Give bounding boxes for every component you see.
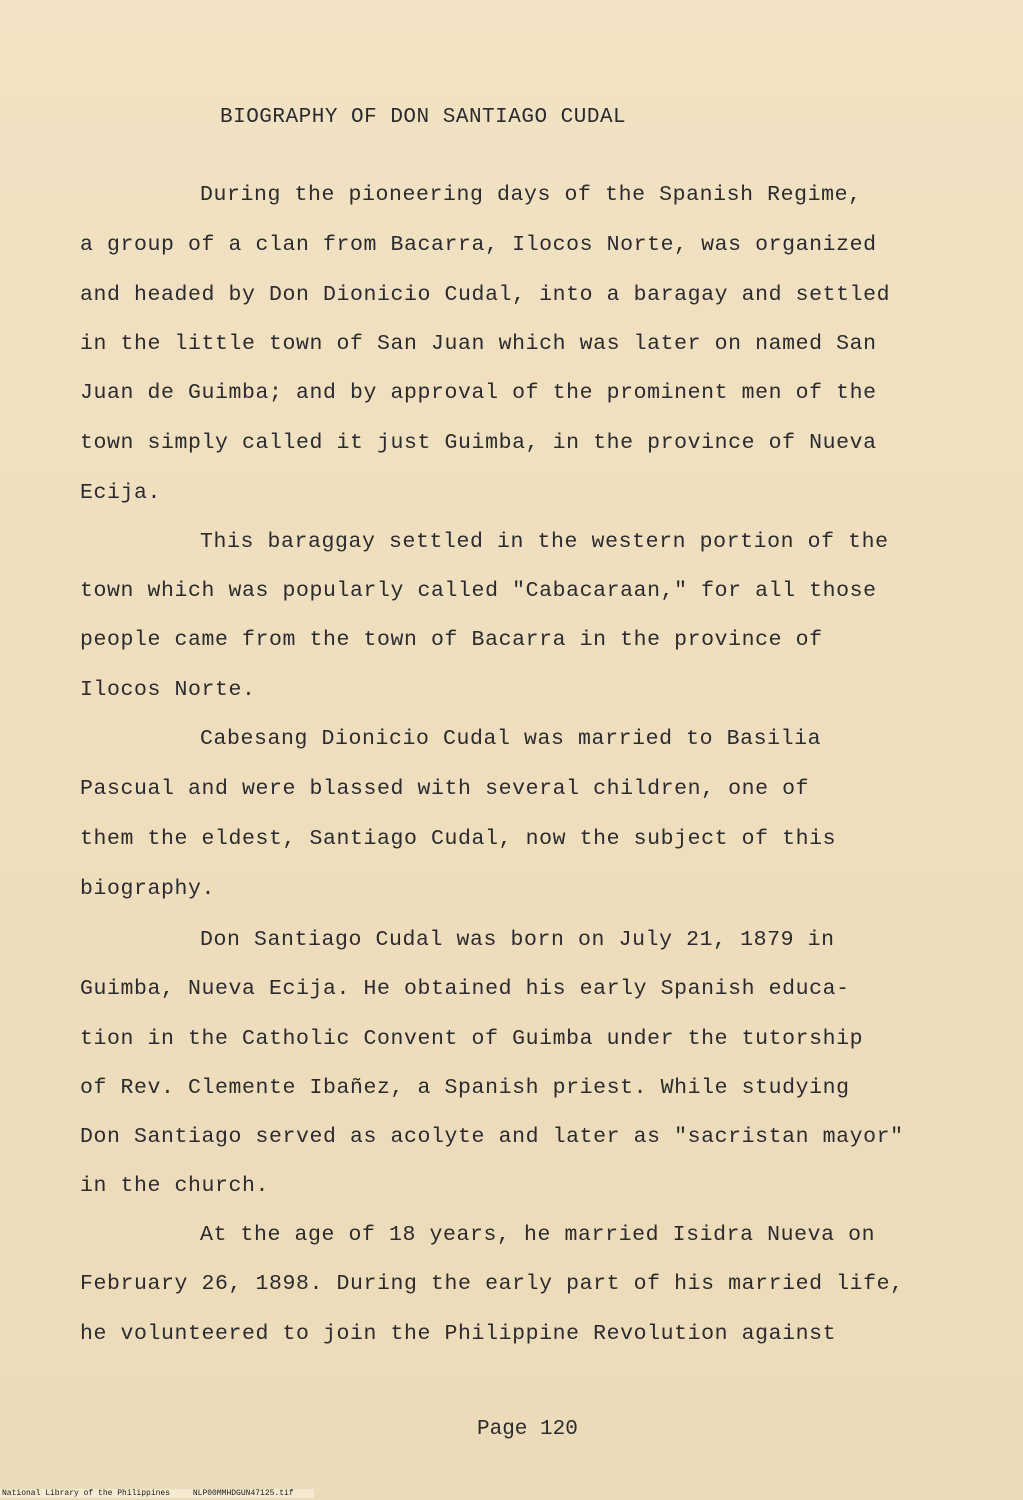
- document-title: BIOGRAPHY OF DON SANTIAGO CUDAL: [220, 106, 627, 129]
- text-line: he volunteered to join the Philippine Revolution against: [80, 1322, 837, 1346]
- text-line: Don Santiago served as acolyte and later as "sacristan mayor": [80, 1125, 904, 1149]
- text-line: Don Santiago Cudal was born on July 21, 1879 in: [200, 928, 835, 952]
- text-line: Ilocos Norte.: [80, 678, 256, 702]
- text-line: of Rev. Clemente Ibañez, a Spanish priest. While studying: [80, 1076, 850, 1100]
- text-line: in the little town of San Juan which was later on named San: [80, 332, 877, 356]
- text-line: town which was popularly called "Cabacaraan," for all those: [80, 579, 877, 603]
- text-line: tion in the Catholic Convent of Guimba under the tutorship: [80, 1027, 864, 1051]
- text-line: biography.: [80, 877, 216, 901]
- text-line: At the age of 18 years, he married Isidra Nueva on: [200, 1223, 876, 1247]
- text-line: Guimba, Nueva Ecija. He obtained his early Spanish educa-: [80, 977, 850, 1001]
- text-line: in the church.: [80, 1174, 270, 1198]
- text-line: During the pioneering days of the Spanish Regime,: [200, 183, 862, 207]
- footer-file: NLP00MMHDGUN47125.tif: [192, 1489, 294, 1498]
- footer-library: National Library of the Philippines: [2, 1489, 171, 1498]
- text-line: town simply called it just Guimba, in the province of Nueva: [80, 431, 877, 455]
- text-line: a group of a clan from Bacarra, Ilocos Norte, was organized: [80, 233, 877, 257]
- text-line: Juan de Guimba; and by approval of the prominent men of the: [80, 381, 877, 405]
- text-line: Cabesang Dionicio Cudal was married to Basilia: [200, 727, 822, 751]
- text-line: This baraggay settled in the western portion of the: [200, 530, 889, 554]
- text-line: people came from the town of Bacarra in the province of: [80, 628, 823, 652]
- text-line: Pascual and were blassed with several children, one of: [80, 777, 810, 801]
- text-line: and headed by Don Dionicio Cudal, into a baragay and settled: [80, 283, 891, 307]
- text-line: February 26, 1898. During the early part of his married life,: [80, 1272, 904, 1296]
- scan-footer: [0, 1489, 314, 1498]
- text-line: them the eldest, Santiago Cudal, now the subject of this: [80, 827, 837, 851]
- text-line: Ecija.: [80, 481, 162, 505]
- page-number: Page 120: [477, 1418, 578, 1441]
